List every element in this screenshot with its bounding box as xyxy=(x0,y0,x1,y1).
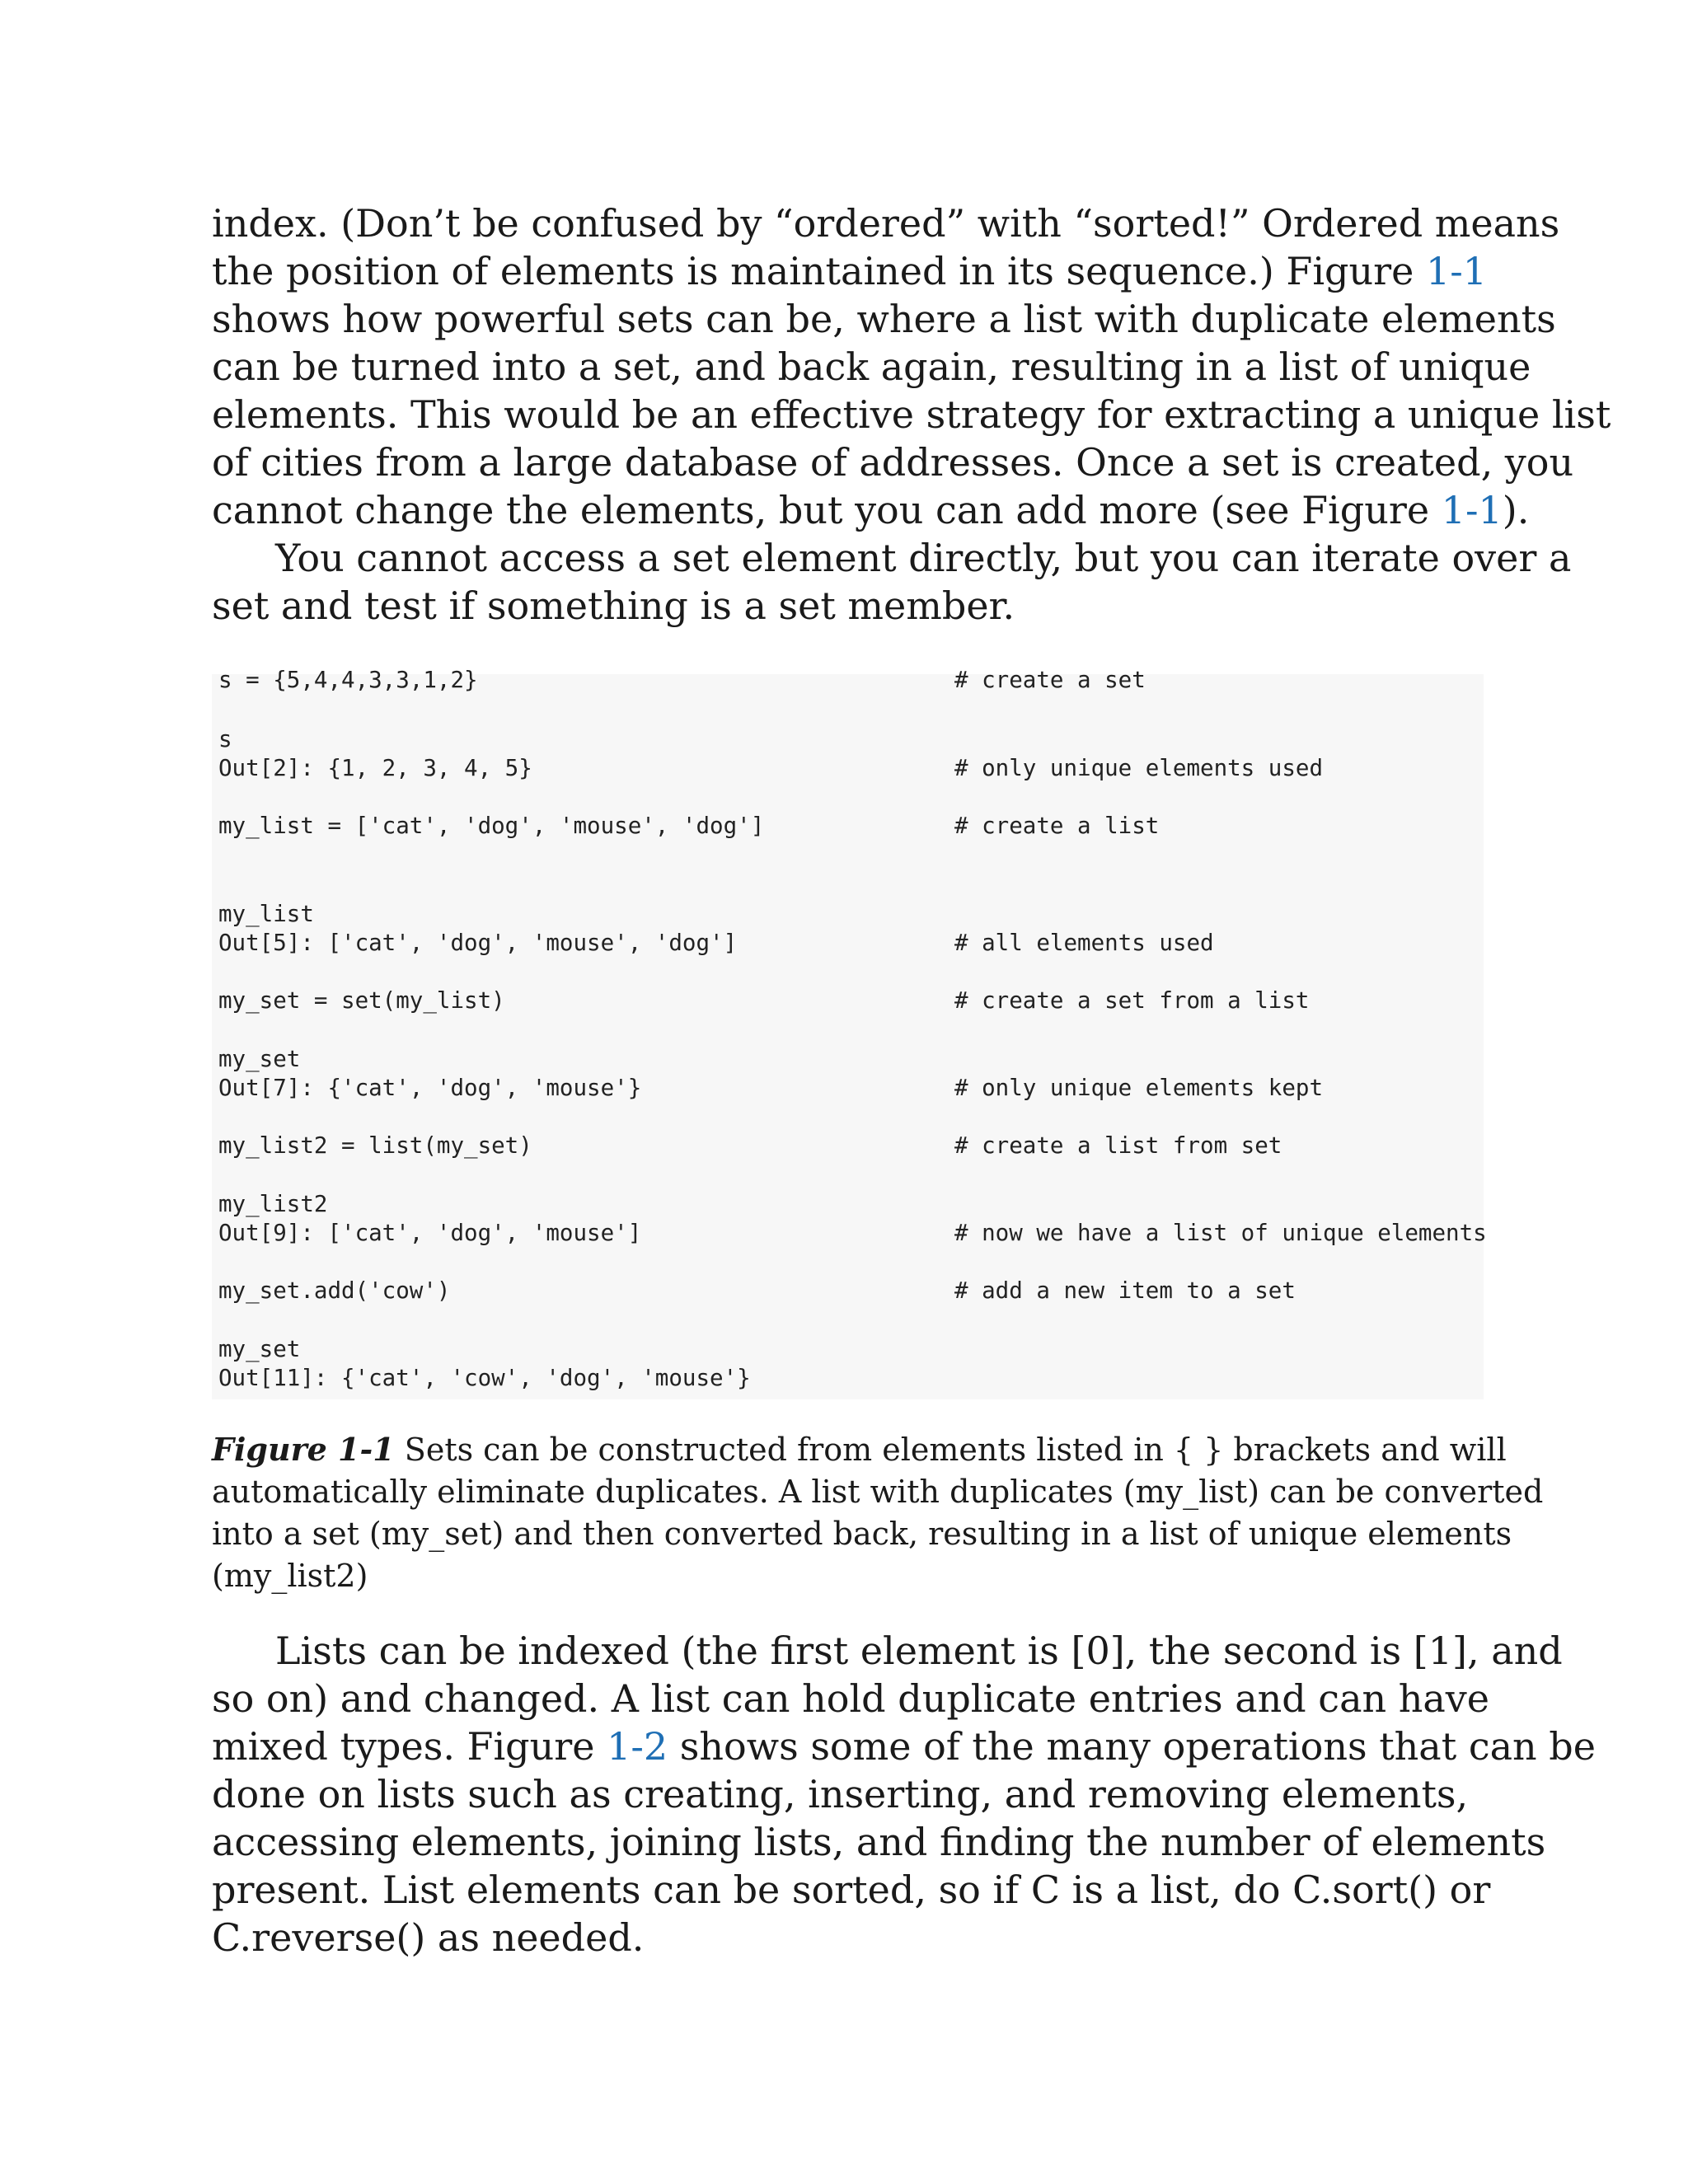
text-line: of cities from a large database of addresses. Once a set is created, you xyxy=(212,440,1574,485)
code-line: s = {5,4,4,3,3,1,2} xyxy=(218,667,478,693)
text-line: can be turned into a set, and back again, resulting in a list of unique xyxy=(212,344,1531,389)
paragraph-sets-intro xyxy=(212,199,1611,630)
text-line: so on) and changed. A list can hold duplicate entries and can have xyxy=(212,1676,1490,1721)
text-line: elements. This would be an effective strategy for extracting a unique list xyxy=(212,392,1611,437)
code-line: my_set xyxy=(218,1336,301,1362)
text-line: shows how powerful sets can be, where a list with duplicate elements xyxy=(212,297,1556,341)
code-comment: # create a set xyxy=(954,667,1146,693)
code-line: s xyxy=(218,726,232,752)
code-comment: # add a new item to a set xyxy=(954,1277,1296,1304)
caption-text: Sets can be constructed from elements listed in { } brackets and will xyxy=(404,1432,1507,1468)
caption-line: into a set (my_set) and then converted back, resulting in a list of unique elements xyxy=(212,1516,1512,1552)
code-comment: # only unique elements kept xyxy=(954,1075,1324,1101)
text-line: done on lists such as creating, inserting, and removing elements, xyxy=(212,1772,1469,1816)
code-line: my_list xyxy=(218,901,314,927)
text-segment: the position of elements is maintained in its sequence.) Figure xyxy=(212,249,1426,293)
figure-label: Figure 1-1 xyxy=(212,1431,395,1468)
paragraph-lists xyxy=(212,1627,1596,1961)
code-comment: # create a set from a list xyxy=(954,987,1310,1014)
text-segment: cannot change the elements, but you can add more (see Figure xyxy=(212,488,1442,532)
code-line: my_set = set(my_list) xyxy=(218,987,505,1014)
text-segment: shows some of the many operations that can be xyxy=(668,1724,1596,1769)
text-line: Lists can be indexed (the first element is [0], the second is [1], and xyxy=(275,1629,1563,1673)
text-line xyxy=(212,1722,1596,1770)
code-output: Out[2]: {1, 2, 3, 4, 5} xyxy=(218,755,532,781)
text-line: index. (Don’t be confused by “ordered” with “sorted!” Ordered means xyxy=(212,201,1560,246)
code-output: Out[5]: ['cat', 'dog', 'mouse', 'dog'] xyxy=(218,930,738,956)
figure-link-1-2[interactable]: 1-2 xyxy=(607,1724,668,1769)
code-comment: # only unique elements used xyxy=(954,755,1324,781)
code-output: Out[11]: {'cat', 'cow', 'dog', 'mouse'} xyxy=(218,1365,751,1391)
code-line: my_list2 xyxy=(218,1191,328,1217)
code-comment: # now we have a list of unique elements xyxy=(954,1220,1487,1246)
code-line: my_list = ['cat', 'dog', 'mouse', 'dog'] xyxy=(218,813,765,839)
caption-line: automatically eliminate duplicates. A list with duplicates (my_list) can be converted xyxy=(212,1474,1544,1510)
caption-line xyxy=(212,1428,1507,1471)
code-output: Out[9]: ['cat', 'dog', 'mouse'] xyxy=(218,1220,642,1246)
code-line: my_set.add('cow') xyxy=(218,1277,451,1304)
figure-link-1-1[interactable]: 1-1 xyxy=(1441,488,1503,532)
code-comment: # all elements used xyxy=(954,930,1214,956)
text-line xyxy=(212,486,1530,534)
caption-line: (my_list2) xyxy=(212,1558,368,1594)
figure-caption xyxy=(212,1428,1544,1597)
code-line: my_set xyxy=(218,1046,301,1072)
code-line: my_list2 = list(my_set) xyxy=(218,1132,532,1159)
code-comment: # create a list xyxy=(954,813,1160,839)
figure-link-1-1[interactable]: 1-1 xyxy=(1425,249,1488,293)
text-segment: ). xyxy=(1502,488,1530,532)
text-line: accessing elements, joining lists, and finding the number of elements xyxy=(212,1820,1546,1864)
text-line: You cannot access a set element directly, but you can iterate over a xyxy=(275,536,1572,580)
text-line: present. List elements can be sorted, so if C is a list, do C.sort() or xyxy=(212,1868,1491,1912)
code-comment: # create a list from set xyxy=(954,1132,1282,1159)
code-output: Out[7]: {'cat', 'dog', 'mouse'} xyxy=(218,1075,642,1101)
text-line: C.reverse() as needed. xyxy=(212,1915,645,1960)
text-segment: mixed types. Figure xyxy=(212,1724,607,1769)
text-line xyxy=(212,247,1498,295)
text-line: set and test if something is a set member. xyxy=(212,583,1015,628)
